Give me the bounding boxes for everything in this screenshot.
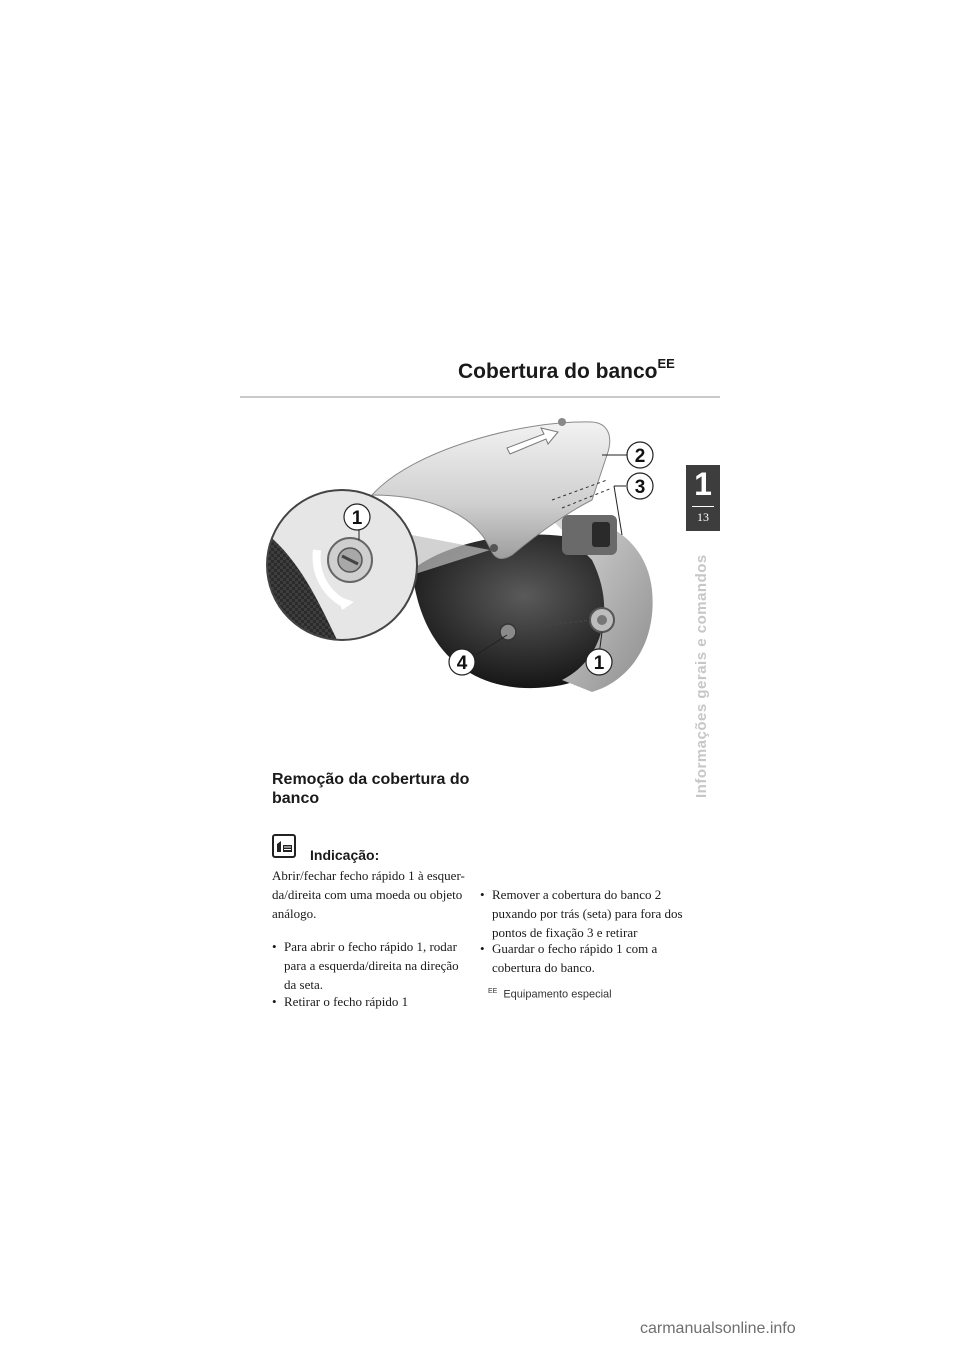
callout-3-label: 3	[634, 477, 646, 498]
side-label: Informações gerais e comandos	[693, 554, 710, 798]
callout-1-body-label: 1	[593, 653, 605, 674]
page-title	[458, 358, 675, 384]
note-body: Abrir/fechar fecho rápido 1 à esquer-da/direita com uma moeda ou objeto análogo.	[272, 868, 465, 921]
callout-4-label: 4	[456, 653, 468, 674]
list-item-text: Para abrir o fecho rápido 1, rodar para a esquerda/direita na direção da seta.	[284, 939, 459, 992]
list-item	[480, 939, 690, 977]
chapter-number: 1	[694, 466, 712, 502]
watermark: carmanualsonline.info	[640, 1320, 796, 1337]
callout-4	[449, 649, 475, 675]
callout-1-detail-label: 1	[351, 508, 363, 529]
callout-3	[627, 473, 653, 499]
bullet-dot: •	[480, 887, 485, 902]
list-item	[272, 992, 472, 1011]
list-item-text: Retirar o fecho rápido 1	[284, 994, 409, 1009]
bullet-dot: •	[272, 939, 277, 954]
bullet-dot: •	[272, 994, 277, 1009]
note-label: Indicação:	[310, 847, 380, 863]
list-item	[272, 937, 472, 994]
callout-2	[627, 442, 653, 468]
list-item	[480, 885, 690, 942]
list-item-text: Guardar o fecho rápido 1 com a cobertura do banco.	[492, 941, 658, 975]
section-heading: Remoção da cobertura do banco	[272, 771, 470, 807]
page-title-superscript: EE	[657, 356, 675, 371]
callout-1-body	[586, 649, 612, 675]
seat-cover-illustration	[262, 410, 692, 700]
footnote-text: Equipamento especial	[503, 988, 612, 1001]
note-icon	[272, 834, 296, 858]
header-divider	[240, 396, 720, 398]
callout-2-label: 2	[634, 446, 646, 467]
page-number: 13	[697, 510, 709, 524]
detail-zoom	[262, 480, 432, 650]
callout-1-detail	[344, 504, 370, 530]
footnote-marker: EE	[488, 988, 498, 995]
footnote	[488, 988, 612, 1001]
page-title-text: Cobertura do banco	[458, 360, 658, 383]
list-item-text: Remover a cobertura do banco 2 puxando por trás (seta) para fora dos pontos de fixação 3 e retirar	[492, 887, 683, 940]
chapter-tab-divider	[692, 506, 714, 507]
bullet-dot: •	[480, 941, 485, 956]
